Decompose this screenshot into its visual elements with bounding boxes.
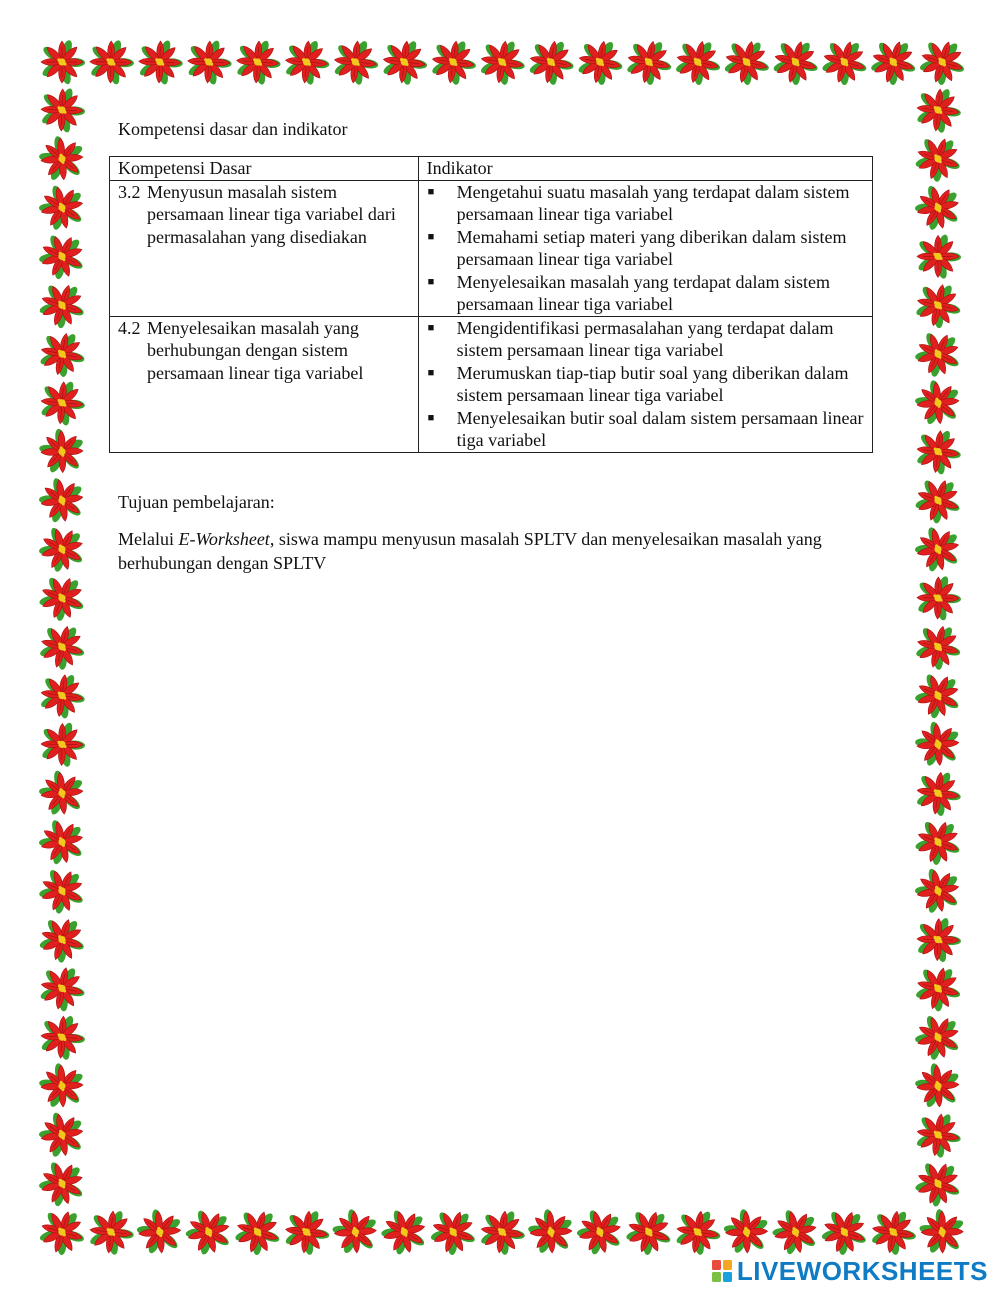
section-title: Kompetensi dasar dan indikator — [118, 119, 348, 139]
competency-table — [109, 156, 873, 453]
indicator-cell — [418, 180, 872, 316]
list-item — [427, 317, 864, 362]
learning-goal-text — [118, 527, 858, 575]
learning-goal-title: Tujuan pembelajaran: — [118, 492, 275, 512]
indicator-text: Merumuskan tiap-tiap butir soal yang diberikan dalam sistem persamaan linear tiga variabel — [456, 362, 849, 405]
list-item — [427, 181, 864, 226]
list-item — [427, 362, 864, 407]
table-row — [110, 316, 873, 452]
goal-text-suffix: , siswa mampu menyusun masalah SPLTV dan menyelesaikan masalah yang berhubungan dengan SPLTV — [118, 529, 822, 573]
competency-cell — [110, 316, 419, 452]
list-item — [427, 271, 864, 316]
liveworksheets-logo-icon — [711, 1259, 733, 1283]
indicator-cell — [418, 316, 872, 452]
competency-text: Menyelesaikan masalah yang berhubungan dengan sistem persamaan linear tiga variabel — [147, 317, 364, 383]
goal-text-prefix: Melalui — [118, 529, 179, 549]
table-header-row — [110, 157, 873, 181]
brand-name: LIVEWORKSHEETS — [736, 1255, 988, 1286]
competency-number: 4.2 — [118, 317, 141, 338]
square-bullet-icon: ■ — [427, 366, 435, 379]
competency-text: Menyusun masalah sistem persamaan linear tiga variabel dari permasalahan yang disediakan — [147, 181, 396, 247]
square-bullet-icon: ■ — [427, 275, 435, 288]
indicator-text: Mengidentifikasi permasalahan yang terdapat dalam sistem persamaan linear tiga variabel — [456, 317, 834, 360]
list-item — [427, 407, 864, 452]
square-bullet-icon: ■ — [427, 230, 435, 243]
indicator-text: Menyelesaikan masalah yang terdapat dalam sistem persamaan linear tiga variabel — [456, 271, 831, 314]
indicator-text: Mengetahui suatu masalah yang terdapat dalam sistem persamaan linear tiga variabel — [456, 181, 850, 224]
competency-cell — [110, 180, 419, 316]
table-row — [110, 180, 873, 316]
square-bullet-icon: ■ — [427, 185, 435, 198]
header-indicator: Indikator — [418, 157, 872, 181]
indicator-text: Memahami setiap materi yang diberikan dalam sistem persamaan linear tiga variabel — [456, 226, 847, 269]
liveworksheets-brand[interactable] — [711, 1256, 988, 1286]
square-bullet-icon: ■ — [427, 321, 435, 334]
goal-text-emphasis: E-Worksheet — [178, 529, 270, 549]
list-item — [427, 226, 864, 271]
square-bullet-icon: ■ — [427, 411, 435, 424]
indicator-text: Menyelesaikan butir soal dalam sistem persamaan linear tiga variabel — [456, 407, 864, 450]
header-competency: Kompetensi Dasar — [110, 157, 419, 181]
competency-number: 3.2 — [118, 181, 141, 202]
